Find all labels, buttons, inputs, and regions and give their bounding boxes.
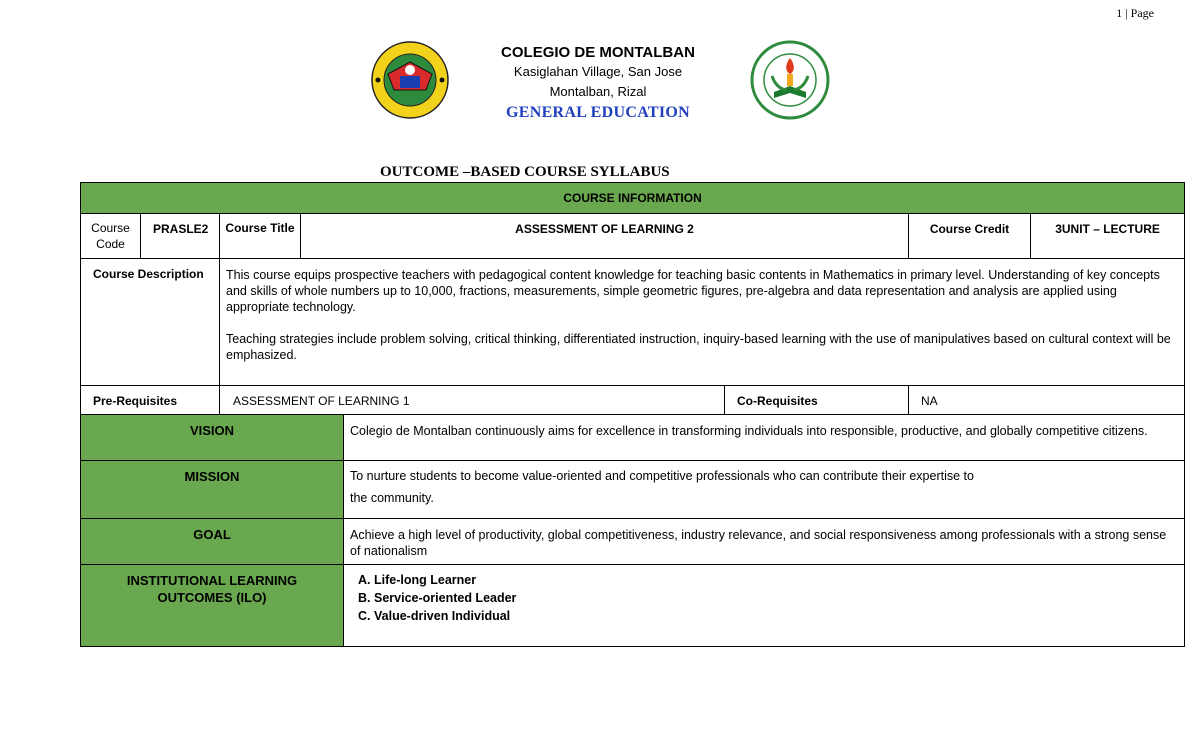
mission-text-line-2: the community.: [350, 491, 434, 505]
address-line-2: Montalban, Rizal: [549, 84, 647, 99]
prerequisites-value: ASSESSMENT OF LEARNING 1: [220, 386, 725, 415]
department-name: GENERAL EDUCATION: [506, 104, 690, 121]
course-title-label: Course Title: [220, 214, 301, 259]
prerequisites-label: Pre-Requisites: [81, 386, 220, 415]
institution-block: [460, 44, 736, 122]
ilo-label: INSTITUTIONAL LEARNING OUTCOMES (ILO): [81, 565, 344, 647]
mission-cell: [344, 461, 1185, 519]
ilo-item: B. Service-oriented Leader: [374, 589, 1174, 607]
ilo-item: C. Value-driven Individual: [374, 607, 1174, 625]
course-info-header-row: [81, 183, 1185, 214]
course-code-value: PRASLE2: [141, 214, 220, 259]
vision-row: [81, 415, 1185, 461]
course-description-row: [81, 259, 1185, 386]
page-number: 1 | Page: [1116, 6, 1154, 20]
ilo-cell: [344, 565, 1185, 647]
institution-name: COLEGIO DE MONTALBAN: [501, 44, 695, 61]
goal-row: [81, 519, 1185, 565]
ilo-list: [344, 571, 1174, 625]
document-header: [0, 40, 1200, 130]
institute-of-education-logo: [750, 40, 830, 120]
goal-text: Achieve a high level of productivity, global competitiveness, industry relevance, and social responsiveness among professionals with a strong sense of nationalism: [344, 519, 1185, 565]
address-line-1: Kasiglahan Village, San Jose: [513, 64, 683, 79]
ilo-item: A. Life-long Learner: [374, 571, 1174, 589]
course-credit-value: 3UNIT – LECTURE: [1031, 214, 1185, 259]
college-seal-logo: [370, 40, 450, 120]
requisites-row: [81, 386, 1185, 415]
mission-text-line-1: To nurture students to become value-oriented and competitive professionals who can contribute their expertise to: [350, 469, 974, 483]
document-title: OUTCOME –BASED COURSE SYLLABUS: [380, 164, 670, 180]
course-description-cell: [220, 259, 1185, 386]
syllabus-table: [80, 182, 1185, 647]
ilo-row: [81, 565, 1185, 647]
course-description-label: Course Description: [81, 259, 220, 386]
vision-text: Colegio de Montalban continuously aims for excellence in transforming individuals into responsible, productive, and globally competitive citizens.: [344, 415, 1185, 461]
course-credit-label: Course Credit: [909, 214, 1031, 259]
course-description-paragraph-2: Teaching strategies include problem solving, critical thinking, differentiated instruction, inquiry-based learning with the use of manipulatives based on cultural context will be emphasized.: [226, 332, 1171, 362]
goal-label: GOAL: [81, 519, 344, 565]
vision-label: VISION: [81, 415, 344, 461]
course-description-paragraph-1: This course equips prospective teachers with pedagogical content knowledge for teaching basic contents in Mathematics in primary level. Understanding of key concepts and skills of whole numbers up to 10,000, fractions, measurements, simple geometric figures, pre-algebra and data representation and analysis are applied using appropriate technology.: [226, 268, 1160, 314]
course-meta-row: [81, 214, 1185, 259]
course-code-label: Course Code: [81, 214, 141, 259]
mission-row: [81, 461, 1185, 519]
corequisites-label: Co-Requisites: [725, 386, 909, 415]
corequisites-value: NA: [909, 386, 1185, 415]
mission-label: MISSION: [81, 461, 344, 519]
course-info-header: COURSE INFORMATION: [81, 183, 1185, 214]
course-title-value: ASSESSMENT OF LEARNING 2: [301, 214, 909, 259]
